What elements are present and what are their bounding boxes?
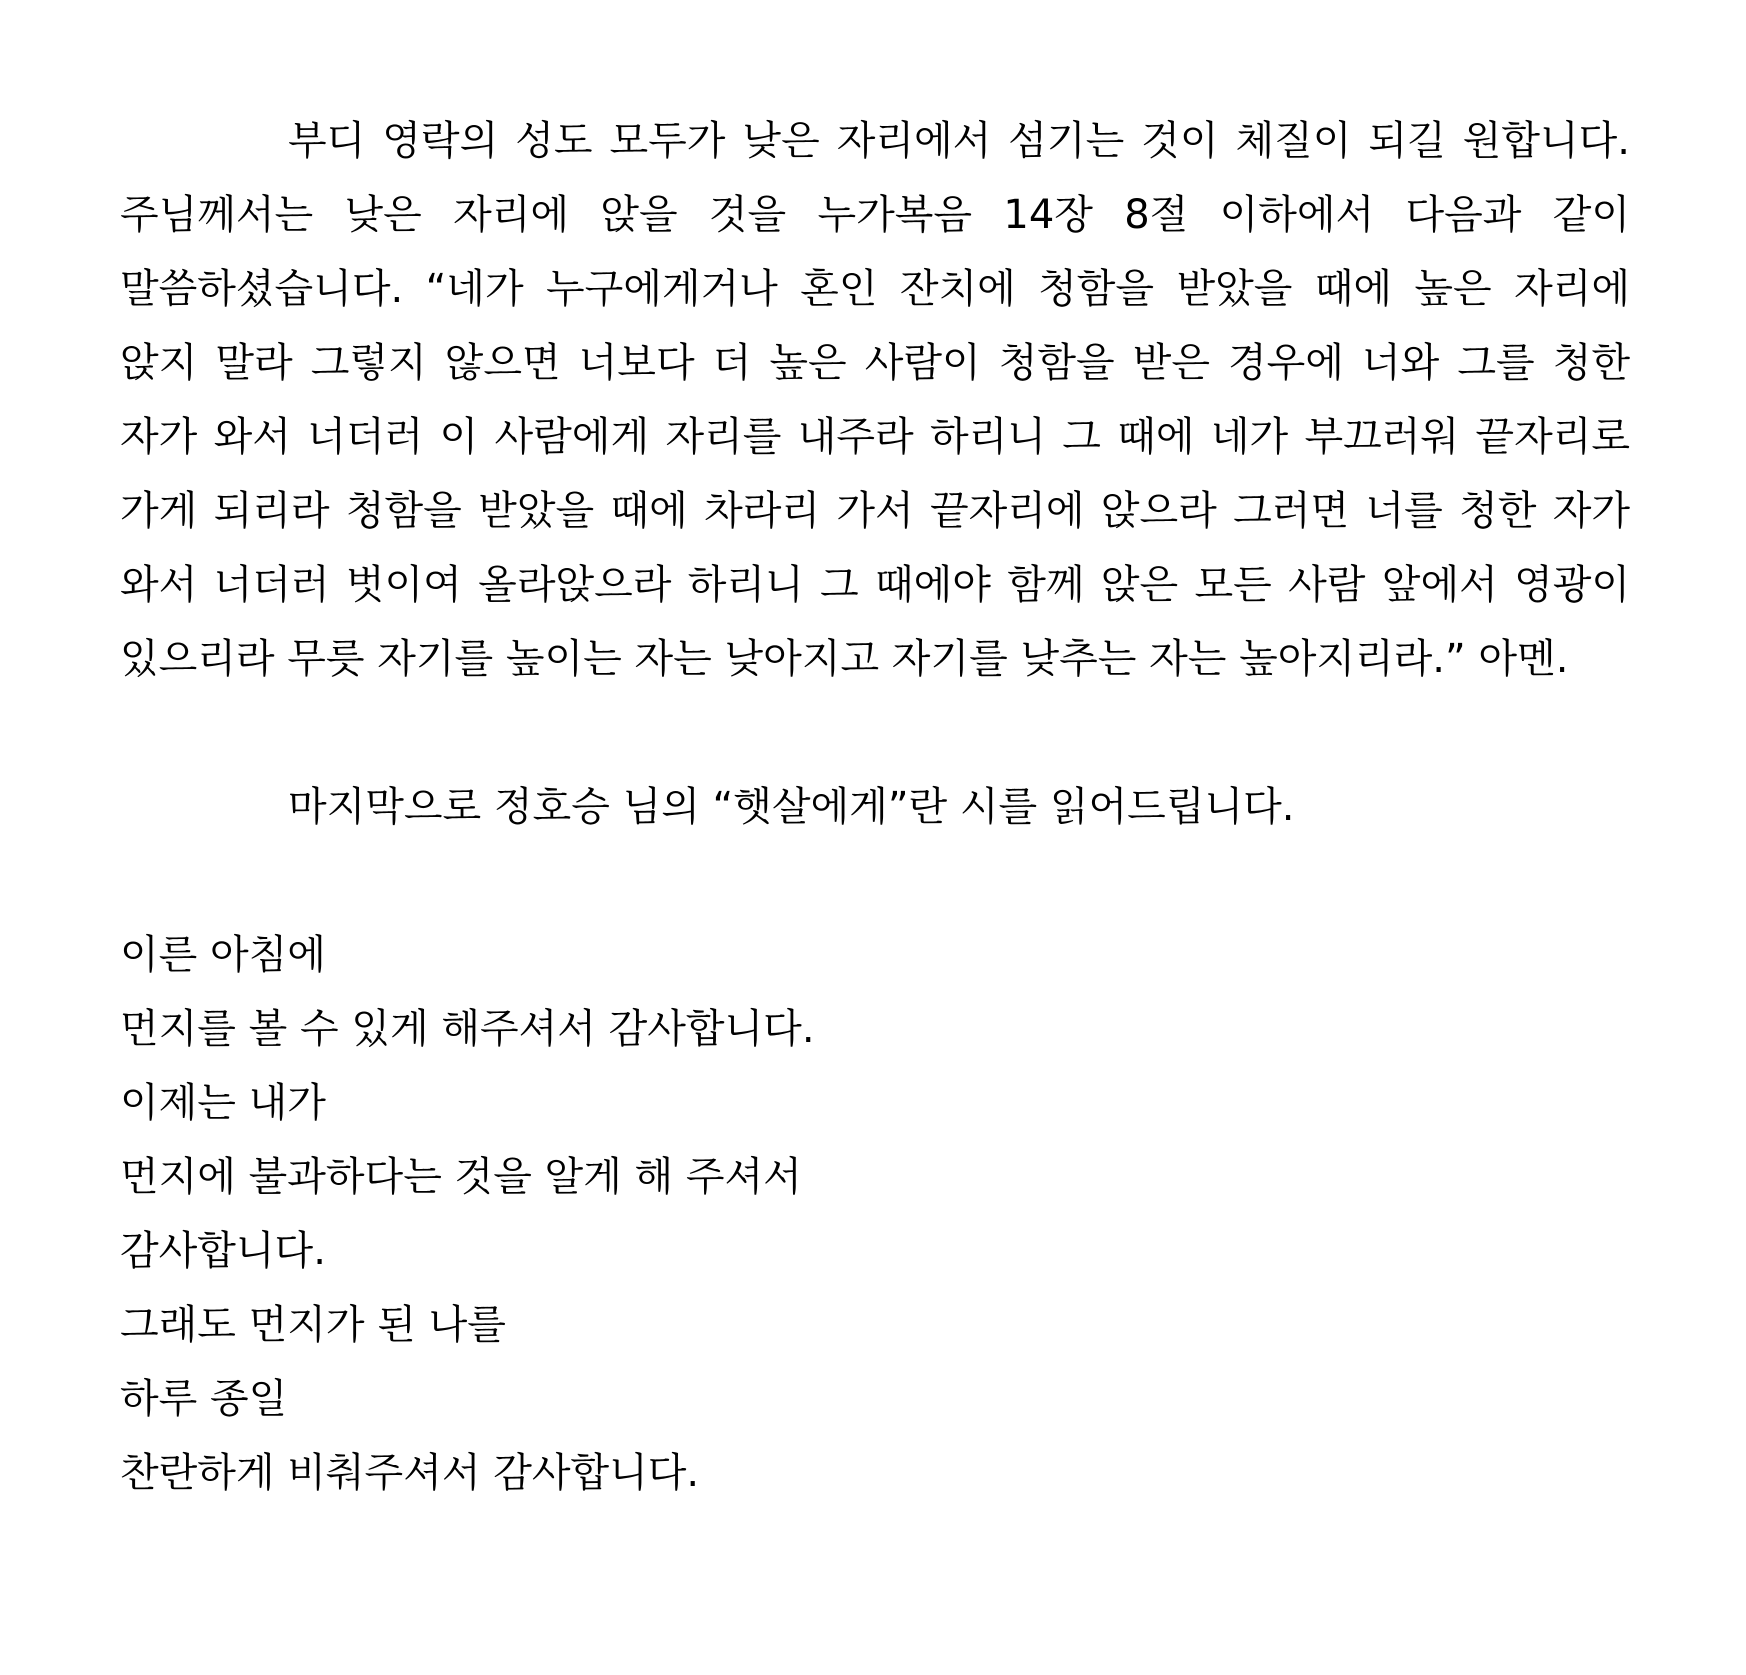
poem — [120, 918, 1630, 1510]
poem-line: 먼지에 불과하다는 것을 알게 해 주셔서 — [120, 1154, 802, 1200]
poem-line: 이제는 내가 — [120, 1080, 326, 1126]
poem-line: 이른 아침에 — [120, 932, 326, 978]
poem-line: 하루 종일 — [120, 1376, 288, 1422]
poem-line: 그래도 먼지가 된 나를 — [120, 1302, 506, 1348]
poem-line: 감사합니다. — [120, 1228, 326, 1274]
poem-line: 찬란하게 비춰주셔서 감사합니다. — [120, 1450, 700, 1496]
poem-intro: 마지막으로 정호승 님의 “햇살에게”란 시를 읽어드립니다. — [288, 784, 1295, 830]
poem-line: 먼지를 볼 수 있게 해주셔서 감사합니다. — [120, 1006, 815, 1052]
sermon-paragraph: 부디 영락의 성도 모두가 낮은 자리에서 섬기는 것이 체질이 되길 원합니다. 주님께서는 낮은 자리에 앉을 것을 누가복음 14장 8절 이하에서 다음과 같이 말씀하셨습니다. “네가 누구에게거나 혼인 잔치에 청함을 받았을 때에 높은 자리에 앉지 말라 그렇지 않으면 너보다 더 높은 사람이 청함을 받은 경우에 너와 그를 청한 자가 와서 너더러 이 사람에게 자리를 내주라 하리니 그 때에 네가 부끄러워 끝자리로 가게 되리라 청함을 받았을 때에 차라리 가서 끝자리에 앉으라 그러면 너를 청한 자가 와서 너더러 벗이여 올라앉으라 하리니 그 때에야 함께 앉은 모든 사람 앞에서 영광이 있으리라 무릇 자기를 높이는 자는 낮아지고 자기를 낮추는 자는 높아지리라.” 아멘. — [120, 118, 1630, 682]
document-page — [120, 104, 1630, 1510]
